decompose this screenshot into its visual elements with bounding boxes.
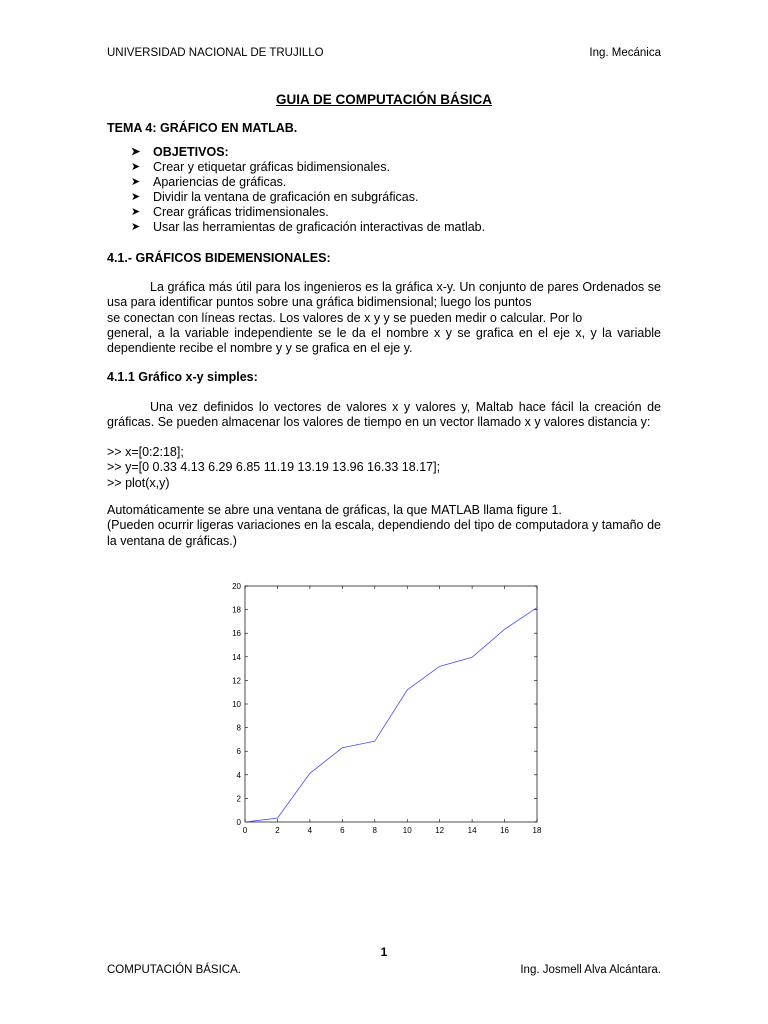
x-tick-label: 14 (467, 826, 477, 835)
text-line: (Pueden ocurrir ligeras variaciones en la escala, dependiendo del tipo de computadora y tamaño de (107, 518, 661, 533)
y-tick-label: 6 (236, 747, 241, 757)
code-block (107, 445, 440, 491)
page-header (107, 47, 661, 63)
y-tick-label: 16 (232, 629, 241, 639)
code-line: >> plot(x,y) (107, 475, 170, 490)
y-tick-label: 2 (236, 794, 241, 804)
arrow-bullet-icon: ➤ (131, 206, 141, 218)
arrow-bullet-icon: ➤ (131, 191, 141, 203)
text-line: Automáticamente se abre una ventana de gráficas, la que MATLAB llama figure 1. (107, 503, 562, 517)
objectives-list (131, 145, 485, 235)
document-title: GUIA DE COMPUTACIÓN BÁSICA (276, 92, 492, 107)
topic-heading: TEMA 4: GRÁFICO EN MATLAB. (107, 121, 298, 135)
chart-axes (245, 586, 537, 822)
text-line: dependiente recibe el nombre y y se grafica en el eje y. (107, 341, 413, 356)
arrow-bullet-icon: ➤ (131, 146, 141, 158)
x-tick-label: 8 (372, 826, 378, 835)
y-tick-label: 8 (236, 723, 241, 733)
list-item: ➤ Dividir la ventana de graficación en subgráficas. (131, 190, 419, 204)
y-tick-label: 10 (232, 700, 241, 709)
y-tick-label: 0 (236, 818, 241, 827)
list-item: ➤ Usar las herramientas de graficación interactivas de matlab. (131, 220, 486, 234)
code-line: >> y=[0 0.33 4.13 6.29 6.85 11.19 13.19 13.96 16.33 18.17]; (107, 460, 441, 475)
x-tick-label: 2 (275, 826, 280, 835)
text-line: la ventana de gráficas.) (107, 533, 237, 548)
series-line (245, 608, 537, 822)
plot-frame (245, 586, 537, 822)
y-tick-label: 4 (236, 770, 241, 780)
line-chart (225, 576, 555, 846)
text-line: gráficas. Se pueden almacenar los valores de tiempo en un vector llamado x y valores distancia y: (107, 415, 651, 430)
footer-author: Ing. Josmell Alva Alcántara. (520, 964, 661, 976)
text-line: general, a la variable independiente se le da el nombre x y se grafica en el eje x, y la variable (107, 325, 661, 340)
list-item: ➤ Crear y etiquetar gráficas bidimensionales. (131, 160, 390, 174)
section-heading-xy: 4.1.1 Gráfico x-y simples: (107, 370, 258, 384)
arrow-bullet-icon: ➤ (131, 161, 141, 173)
x-tick-label: 10 (402, 826, 412, 835)
y-tick-label: 18 (232, 605, 241, 615)
text-line: usa para identificar puntos sobre una gráfica bidimensional; luego los puntos (107, 295, 532, 310)
list-item: ➤ Apariencias de gráficas. (131, 175, 287, 189)
x-tick-label: 12 (435, 826, 445, 835)
y-tick-label: 12 (232, 676, 241, 686)
objectives-heading: ➤ OBJETIVOS: (131, 145, 229, 159)
x-tick-label: 6 (340, 826, 345, 835)
arrow-bullet-icon: ➤ (131, 221, 141, 233)
footer-course: COMPUTACIÓN BÁSICA. (107, 964, 241, 976)
section-heading-bidimensional: 4.1.- GRÁFICOS BIDEMENSIONALES: (107, 251, 331, 265)
x-tick-label: 4 (307, 826, 313, 835)
text-line: La gráfica más útil para los ingenieros es la gráfica x-y. Un conjunto de pares Ordenados se (150, 280, 661, 294)
arrow-bullet-icon: ➤ (131, 176, 141, 188)
list-item: ➤ Crear gráficas tridimensionales. (131, 205, 329, 219)
page-footer (107, 964, 661, 980)
y-tick-label: 20 (232, 582, 241, 591)
paragraph-figure (107, 503, 661, 549)
page-number: 1 (380, 945, 388, 959)
text-line: Una vez definidos lo vectores de valores x y valores y, Maltab hace fácil la creación de (150, 400, 661, 414)
y-tick-label: 14 (232, 652, 241, 662)
x-tick-label: 18 (532, 826, 542, 835)
x-tick-label: 16 (500, 826, 510, 835)
text-line: se conectan con líneas rectas. Los valores de x y y se pueden medir o calcular. Por lo (107, 310, 583, 325)
paragraph-xy (107, 400, 661, 431)
x-tick-label: 0 (242, 826, 248, 835)
chart-ticks (232, 582, 542, 835)
header-university: UNIVERSIDAD NACIONAL DE TRUJILLO (107, 47, 324, 59)
code-line: >> x=[0:2:18]; (107, 445, 184, 459)
header-department: Ing. Mecánica (589, 47, 661, 59)
paragraph-intro (107, 280, 661, 356)
